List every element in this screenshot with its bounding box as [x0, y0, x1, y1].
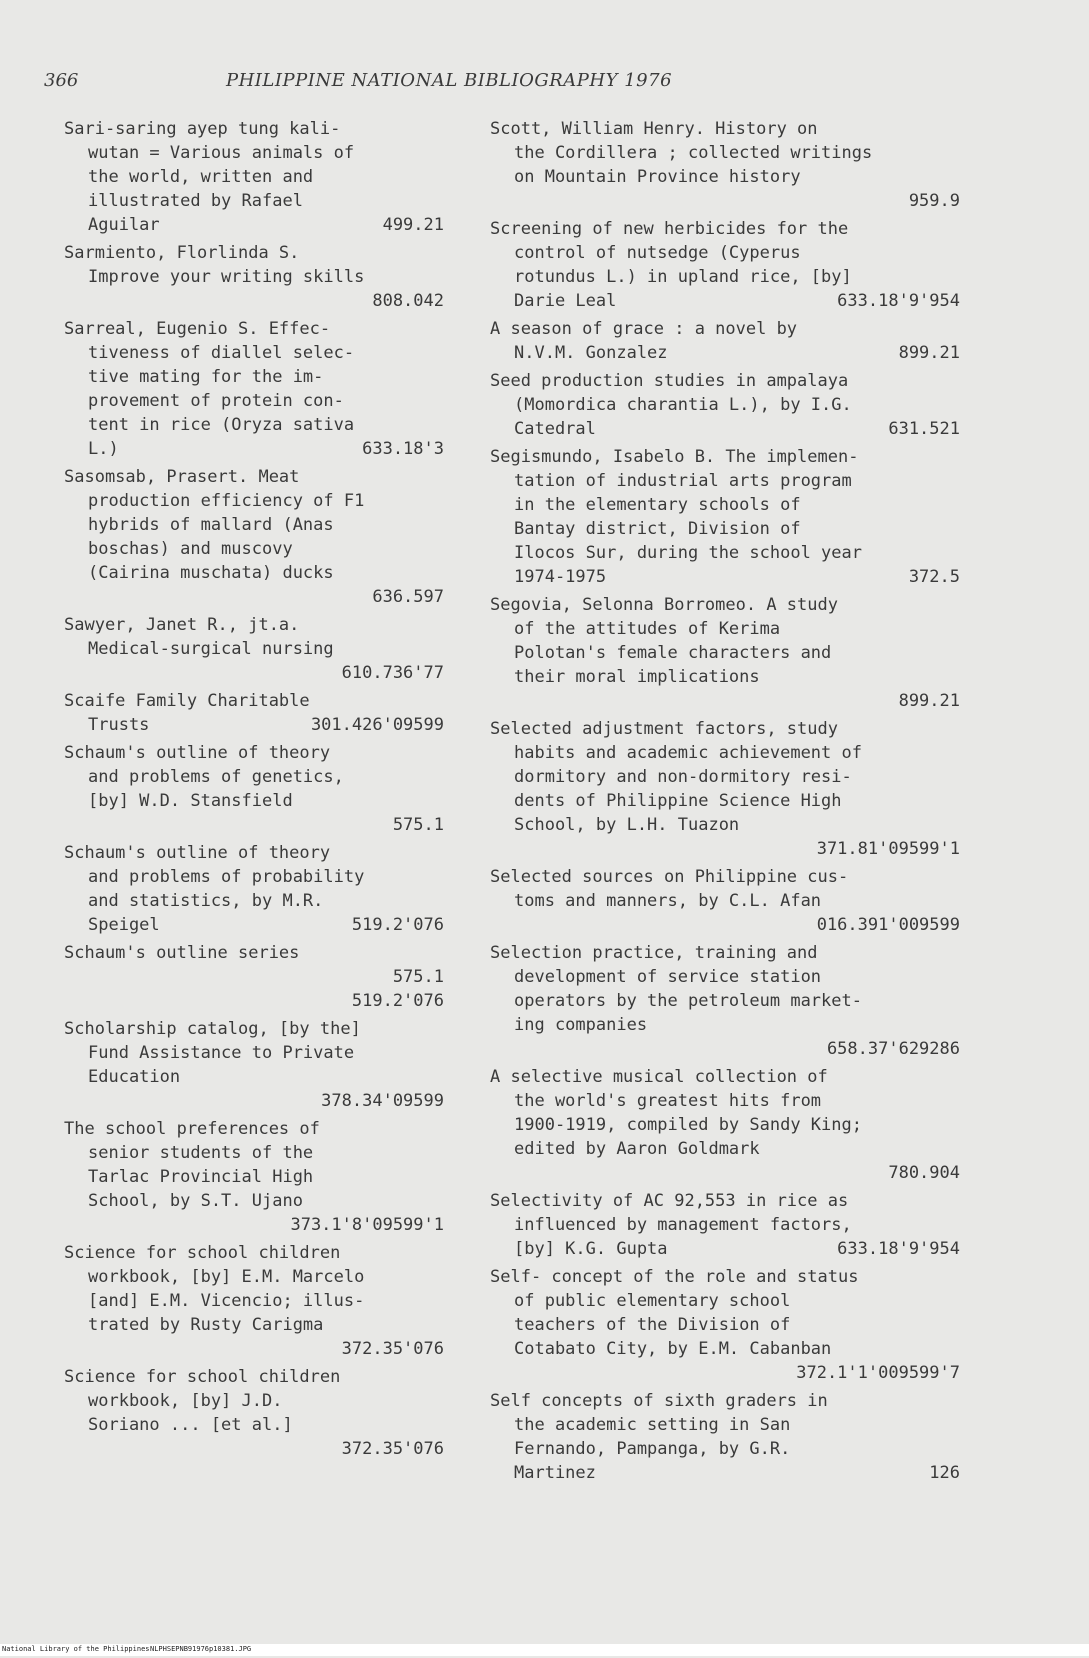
entry-heading-line: A season of grace : a novel by	[490, 319, 798, 339]
entry-text-line: production efficiency of F1	[88, 491, 365, 511]
entry-heading-line: Seed production studies in ampalaya	[490, 371, 849, 391]
entry-text-line: operators by the petroleum market-	[514, 991, 862, 1011]
entry-text-line: Cotabato City, by E.M. Cabanban	[514, 1339, 832, 1359]
bibliography-entry	[490, 317, 960, 365]
entry-text-line: the Cordillera ; collected writings	[514, 143, 873, 163]
entry-text-line: tent in rice (Oryza sativa	[88, 415, 355, 435]
call-number: 780.904	[888, 1163, 960, 1183]
call-number: 575.1	[392, 967, 444, 987]
entry-text-line: Soriano ... [et al.]	[88, 1415, 293, 1435]
entry-last-text: Aguilar	[88, 215, 160, 235]
entry-text-line	[64, 713, 444, 737]
call-number: 633.18'9'954	[837, 291, 960, 311]
entry-heading-line: Selection practice, training and	[490, 943, 818, 963]
call-number: 378.34'09599	[321, 1091, 444, 1111]
entry-heading-line: The school preferences of	[64, 1119, 320, 1139]
call-number: 631.521	[888, 419, 960, 439]
entry-last-text: Darie Leal	[514, 291, 617, 311]
bibliography-entry	[64, 317, 444, 461]
entry-text-line: Ilocos Sur, during the school year	[514, 543, 862, 563]
bibliography-entry	[64, 1241, 444, 1361]
entry-text-line: the academic setting in San	[514, 1415, 791, 1435]
entry-text-line	[490, 417, 960, 441]
bibliography-entry	[64, 613, 444, 685]
bibliography-entry	[64, 689, 444, 737]
call-number: 373.1'8'09599'1	[290, 1215, 444, 1235]
entry-text-line: wutan = Various animals of	[88, 143, 355, 163]
entry-heading-line: Screening of new herbicides for the	[490, 219, 849, 239]
bibliography-entry	[64, 1117, 444, 1237]
right-column	[490, 117, 960, 1489]
entry-text-line: provement of protein con-	[88, 391, 344, 411]
bibliography-entry	[490, 1189, 960, 1261]
call-number: 016.391'009599	[816, 915, 960, 935]
entry-text-line: [by] W.D. Stansfield	[88, 791, 293, 811]
entry-text-line: in the elementary schools of	[514, 495, 801, 515]
page-title: PHILIPPINE NATIONAL BIBLIOGRAPHY 1976	[226, 70, 673, 91]
entry-text-line: tive mating for the im-	[88, 367, 324, 387]
call-number: 633.18'3	[362, 439, 444, 459]
entry-text-line: tation of industrial arts program	[514, 471, 852, 491]
bibliography-entry	[64, 841, 444, 937]
call-number: 519.2'076	[351, 915, 444, 935]
bibliography-entry	[490, 593, 960, 713]
entry-heading-line: Schaum's outline of theory	[64, 743, 331, 763]
entry-text-line: Tarlac Provincial High	[88, 1167, 314, 1187]
entry-text-line: teachers of the Division of	[514, 1315, 791, 1335]
bibliography-entry	[490, 217, 960, 313]
bibliography-entry	[490, 1265, 960, 1385]
page-header	[44, 70, 944, 100]
bibliography-entry	[490, 1065, 960, 1185]
footer-source: National Library of the Philippines	[2, 1645, 150, 1653]
call-number: 372.5	[908, 567, 960, 587]
bibliography-entry	[64, 465, 444, 609]
bibliography-entry	[490, 369, 960, 441]
entry-heading-line: Sarreal, Eugenio S. Effec-	[64, 319, 331, 339]
entry-heading-line: Scholarship catalog, [by the]	[64, 1019, 361, 1039]
entry-text-line: the world, written and	[88, 167, 314, 187]
bibliography-entry	[64, 941, 444, 1013]
entry-text-line: on Mountain Province history	[514, 167, 801, 187]
bibliography-entry	[64, 241, 444, 313]
page-number: 366	[44, 70, 79, 91]
entry-last-text: 1974-1975	[514, 567, 607, 587]
entry-last-text: N.V.M. Gonzalez	[514, 343, 668, 363]
entry-heading-line: Schaum's outline of theory	[64, 843, 331, 863]
entry-text-line: influenced by management factors,	[514, 1215, 852, 1235]
entry-text-line: School, by L.H. Tuazon	[514, 815, 740, 835]
call-number: 372.35'076	[341, 1339, 444, 1359]
entry-text-line: of public elementary school	[514, 1291, 791, 1311]
entry-last-text: [by] K.G. Gupta	[514, 1239, 668, 1259]
entry-heading-line: Science for school children	[64, 1367, 341, 1387]
bibliography-entry	[490, 1389, 960, 1485]
entry-text-line: workbook, [by] J.D.	[88, 1391, 283, 1411]
entry-heading-line: Scaife Family Charitable	[64, 691, 310, 711]
entry-heading-line: Segismundo, Isabelo B. The implemen-	[490, 447, 859, 467]
entry-text-line: toms and manners, by C.L. Afan	[514, 891, 822, 911]
bibliography-entry	[490, 117, 960, 213]
entry-heading-line: Science for school children	[64, 1243, 341, 1263]
entry-text-line: trated by Rusty Carigma	[88, 1315, 324, 1335]
entry-text-line: Medical-surgical nursing	[88, 639, 334, 659]
entry-text-line: the world's greatest hits from	[514, 1091, 822, 1111]
bibliography-entry	[490, 865, 960, 937]
call-number: 371.81'09599'1	[816, 839, 960, 859]
call-number: 959.9	[908, 191, 960, 211]
footer-filename: NLPHSEPNB91976p10381.JPG	[150, 1645, 252, 1653]
bibliography-entry	[64, 1017, 444, 1113]
entry-heading-line: Selected adjustment factors, study	[490, 719, 838, 739]
entry-heading-line: Selected sources on Philippine cus-	[490, 867, 849, 887]
entry-last-text: L.)	[88, 439, 119, 459]
entry-last-text: Martinez	[514, 1463, 596, 1483]
bibliography-entry	[490, 717, 960, 861]
entry-text-line: (Cairina muschata) ducks	[88, 563, 334, 583]
call-number: 636.597	[372, 587, 444, 607]
entry-text-line: of the attitudes of Kerima	[514, 619, 781, 639]
entry-text-line: 1900-1919, compiled by Sandy King;	[514, 1115, 862, 1135]
entry-text-line	[64, 913, 444, 937]
bibliography-entry	[490, 941, 960, 1061]
entry-text-line: hybrids of mallard (Anas	[88, 515, 334, 535]
footer-strip	[0, 1644, 1089, 1656]
entry-last-text: Speigel	[88, 915, 160, 935]
entry-text-line	[490, 341, 960, 365]
call-number: 658.37'629286	[826, 1039, 960, 1059]
entry-text-line	[64, 213, 444, 237]
call-number: 499.21	[382, 215, 444, 235]
entry-last-text: Trusts	[88, 715, 150, 735]
entry-text-line: edited by Aaron Goldmark	[514, 1139, 760, 1159]
entry-text-line	[490, 1237, 960, 1261]
entry-text-line: Fund Assistance to Private	[88, 1043, 355, 1063]
call-number: 633.18'9'954	[837, 1239, 960, 1259]
entry-text-line: workbook, [by] E.M. Marcelo	[88, 1267, 365, 1287]
entry-heading-line: A selective musical collection of	[490, 1067, 828, 1087]
call-number: 808.042	[372, 291, 444, 311]
bibliography-entry	[64, 117, 444, 237]
entry-text-line: [and] E.M. Vicencio; illus-	[88, 1291, 365, 1311]
entry-last-text: Catedral	[514, 419, 596, 439]
entry-text-line: and statistics, by M.R.	[88, 891, 324, 911]
entry-heading-line: Segovia, Selonna Borromeo. A study	[490, 595, 838, 615]
entry-text-line: their moral implications	[514, 667, 760, 687]
entry-heading-line: Scott, William Henry. History on	[490, 119, 818, 139]
entry-text-line: School, by S.T. Ujano	[88, 1191, 303, 1211]
entry-text-line: dormitory and non-dormitory resi-	[514, 767, 852, 787]
entry-text-line: Improve your writing skills	[88, 267, 365, 287]
entry-heading-line: Sari-saring ayep tung kali-	[64, 119, 341, 139]
entry-heading-line: Sasomsab, Prasert. Meat	[64, 467, 300, 487]
entry-text-line: development of service station	[514, 967, 822, 987]
entry-text-line: Polotan's female characters and	[514, 643, 832, 663]
entry-text-line: boschas) and muscovy	[88, 539, 293, 559]
entry-text-line: Education	[88, 1067, 181, 1087]
entry-text-line	[490, 565, 960, 589]
entry-heading-line: Self- concept of the role and status	[490, 1267, 859, 1287]
entry-text-line	[490, 1461, 960, 1485]
entry-heading-line: Sarmiento, Florlinda S.	[64, 243, 300, 263]
call-number: 301.426'09599	[310, 715, 444, 735]
entry-heading-line: Self concepts of sixth graders in	[490, 1391, 828, 1411]
entry-heading-line: Selectivity of AC 92,553 in rice as	[490, 1191, 849, 1211]
entry-text-line: Fernando, Pampanga, by G.R.	[514, 1439, 791, 1459]
call-number: 126	[929, 1463, 960, 1483]
bibliography-entry	[490, 445, 960, 589]
call-number: 610.736'77	[341, 663, 444, 683]
entry-text-line: tiveness of diallel selec-	[88, 343, 355, 363]
entry-text-line: dents of Philippine Science High	[514, 791, 842, 811]
call-number: 372.35'076	[341, 1439, 444, 1459]
call-number: 372.1'1'009599'7	[796, 1363, 960, 1383]
bibliography-entry	[64, 1365, 444, 1461]
entry-text-line: senior students of the	[88, 1143, 314, 1163]
entry-text-line	[64, 437, 444, 461]
entry-text-line: and problems of probability	[88, 867, 365, 887]
bibliography-entry	[64, 741, 444, 837]
call-number: 575.1	[392, 815, 444, 835]
entry-text-line: habits and academic achievement of	[514, 743, 862, 763]
entry-text-line: control of nutsedge (Cyperus	[514, 243, 801, 263]
left-column	[64, 117, 444, 1465]
entry-text-line	[490, 289, 960, 313]
entry-text-line: rotundus L.) in upland rice, [by]	[514, 267, 852, 287]
entry-heading-line: Sawyer, Janet R., jt.a.	[64, 615, 300, 635]
entry-text-line: (Momordica charantia L.), by I.G.	[514, 395, 852, 415]
entry-text-line: and problems of genetics,	[88, 767, 344, 787]
entry-heading-line: Schaum's outline series	[64, 943, 300, 963]
call-number: 899.21	[898, 691, 960, 711]
call-number: 899.21	[898, 343, 960, 363]
call-number-secondary: 519.2'076	[351, 991, 444, 1011]
entry-text-line: Bantay district, Division of	[514, 519, 801, 539]
entry-text-line: illustrated by Rafael	[88, 191, 303, 211]
entry-text-line: ing companies	[514, 1015, 648, 1035]
